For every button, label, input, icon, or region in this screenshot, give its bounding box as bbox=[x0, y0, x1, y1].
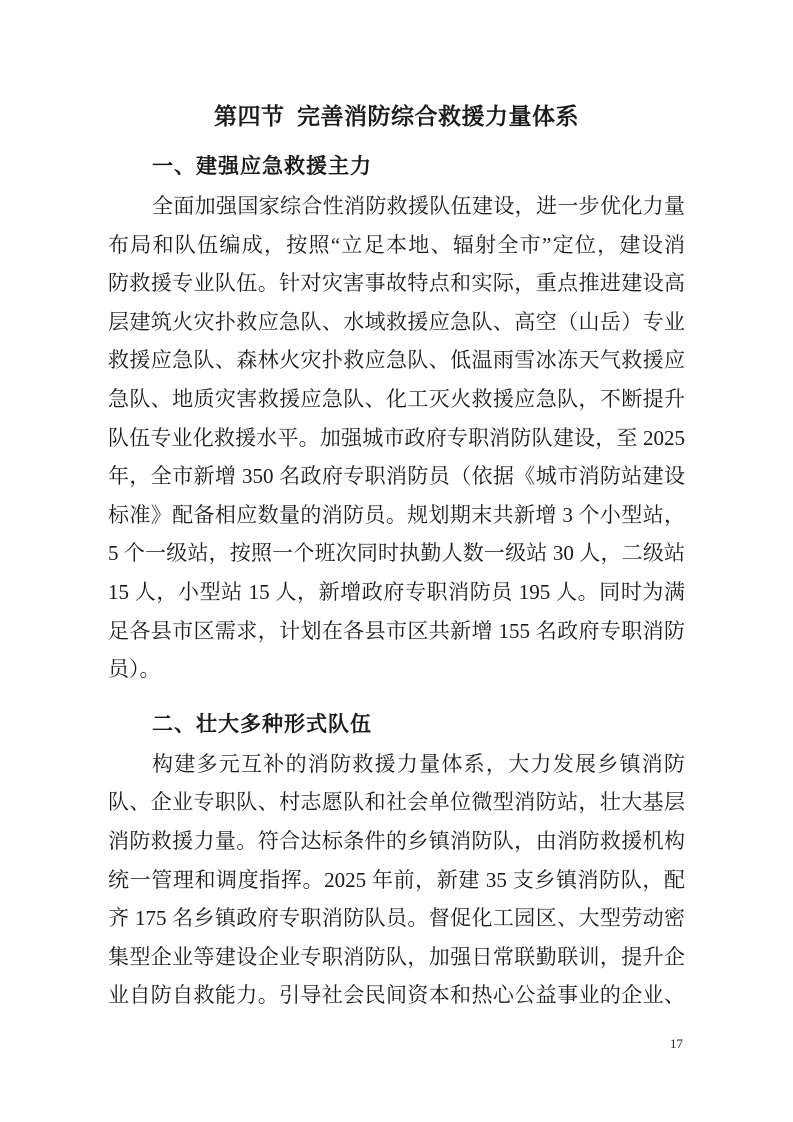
paragraph-line: 构建多元互补的消防救援力量体系，大力发展乡镇消防 bbox=[152, 751, 685, 776]
section-2-heading: 二、壮大多种形式队伍 bbox=[152, 712, 372, 736]
section-2 bbox=[108, 705, 685, 1015]
paragraph-line: 足各县市区需求，计划在各县市区共新增 155 名政府专职消防 bbox=[108, 618, 685, 643]
section-1 bbox=[108, 147, 685, 689]
paragraph-line: 年，全市新增 350 名政府专职消防员（依据《城市消防站建设 bbox=[108, 464, 685, 489]
section-1-heading: 一、建强应急救援主力 bbox=[152, 155, 372, 178]
paragraph-line: 消防救援力量。符合达标条件的乡镇消防队，由消防救援机构 bbox=[108, 828, 685, 853]
section-1-paragraph bbox=[108, 187, 685, 689]
paragraph-line: 标准》配备相应数量的消防员。规划期末共新增 3 个小型站， bbox=[108, 502, 685, 527]
paragraph-line: 业自防自救能力。引导社会民间资本和热心公益事业的企业、 bbox=[108, 983, 685, 1008]
paragraph-line: 全面加强国家综合性消防救援队伍建设，进一步优化力量 bbox=[152, 194, 685, 218]
paragraph-line: 15 人，小型站 15 人，新增政府专职消防员 195 人。同时为满 bbox=[108, 579, 685, 604]
paragraph-line: 急队、地质灾害救援应急队、化工灭火救援应急队，不断提升 bbox=[108, 386, 685, 411]
section-2-paragraph bbox=[108, 745, 685, 1015]
paragraph-line: 齐 175 名乡镇政府专职消防队员。督促化工园区、大型劳动密 bbox=[108, 906, 685, 931]
paragraph-line: 5 个一级站，按照一个班次同时执勤人数一级站 30 人，二级站 bbox=[108, 541, 685, 566]
paragraph-line: 集型企业等建设企业专职消防队，加强日常联勤联训，提升企 bbox=[108, 944, 685, 969]
paragraph-line: 员）。 bbox=[108, 657, 161, 682]
paragraph-line: 队、企业专职队、村志愿队和社会单位微型消防站，壮大基层 bbox=[108, 790, 685, 815]
paragraph-line: 统一管理和调度指挥。2025 年前，新建 35 支乡镇消防队，配 bbox=[108, 867, 685, 892]
paragraph-line: 队伍专业化救援水平。加强城市政府专职消防队建设，至 2025 bbox=[108, 425, 685, 450]
paragraph-line: 救援应急队、森林火灾扑救应急队、低温雨雪冰冻天气救援应 bbox=[108, 348, 685, 373]
paragraph-line: 布局和队伍编成，按照“立足本地、辐射全市”定位，建设消 bbox=[108, 232, 685, 257]
paragraph-line: 防救援专业队伍。针对灾害事故特点和实际，重点推进建设高 bbox=[108, 271, 685, 296]
paragraph-line: 层建筑火灾扑救应急队、水域救援应急队、高空（山岳）专业 bbox=[108, 309, 685, 334]
page-number: 17 bbox=[670, 1036, 683, 1051]
page-title: 第四节 完善消防综合救援力量体系 bbox=[214, 104, 579, 129]
